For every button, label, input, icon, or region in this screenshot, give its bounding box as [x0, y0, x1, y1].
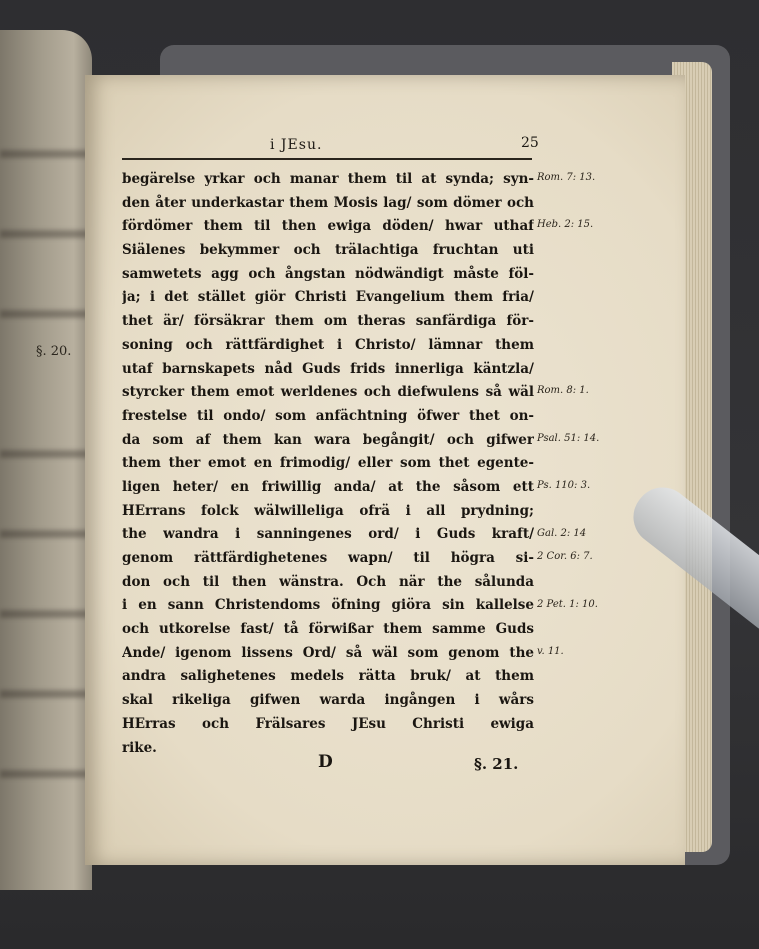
- text-line: den åter underkastar them Mosis lag/ som dömer och: [122, 194, 534, 211]
- text-line: them ther emot en frimodig/ eller som thet egente-: [122, 455, 534, 472]
- text-line: da som af them kan wara begångit/ och gifwer: [122, 431, 534, 448]
- text-line: genom rättfärdighetenes wapn/ til högra si-: [122, 550, 534, 566]
- text-line: begärelse yrkar och manar them til at synda; syn-: [122, 171, 534, 187]
- text-line: thet är/ försäkrar them om theras sanfärdiga för-: [122, 313, 534, 330]
- text-line: andra salighetenes medels rätta bruk/ at them: [122, 668, 534, 685]
- text-line: Siälenes bekymmer och trälachtiga fruchtan uti: [122, 242, 534, 259]
- margin-reference: Rom. 8: 1.: [537, 385, 589, 397]
- text-smear: [0, 310, 92, 318]
- body-text: [122, 168, 534, 760]
- text-smear: [0, 450, 92, 458]
- text-smear: [0, 150, 92, 158]
- text-line: Ande/ igenom lissens Ord/ så wäl som genom the: [122, 644, 534, 661]
- text-line: fördömer them til then ewiga döden/ hwar uthaf: [122, 218, 534, 235]
- text-line: frestelse til ondo/ som anfächtning öfwer thet on-: [122, 407, 534, 424]
- text-line: i en sann Christendoms öfning giöra sin kallelse: [122, 597, 534, 614]
- margin-reference: Ps. 110: 3.: [537, 480, 591, 492]
- catchword: D: [318, 752, 333, 772]
- page-number: 25: [521, 135, 539, 151]
- text-line: samwetets agg och ångstan nödwändigt måste föl-: [122, 265, 534, 282]
- margin-reference: v. 11.: [537, 646, 564, 657]
- running-head: i JEsu.: [270, 137, 323, 153]
- left-page-section-sign: §. 20.: [36, 344, 72, 359]
- text-line: HErras och Frälsares JEsu Christi ewiga: [122, 715, 534, 732]
- facing-left-page: [0, 30, 92, 890]
- text-smear: [0, 690, 92, 698]
- text-line: ja; i det stället giör Christi Evangelium them fria/: [122, 289, 534, 306]
- text-line: don och til then wänstra. Och när the sålunda: [122, 573, 534, 590]
- text-smear: [0, 610, 92, 618]
- margin-reference: Psal. 51: 14.: [537, 432, 600, 444]
- header-rule: [122, 158, 532, 160]
- text-line: styrcker them emot werldenes och diefwulens så wäl: [122, 384, 534, 401]
- text-line: ligen heter/ en friwillig anda/ at the såsom ett: [122, 478, 534, 495]
- text-line: soning och rättfärdighet i Christo/ lämnar them: [122, 336, 534, 353]
- margin-reference: Heb. 2: 15.: [537, 219, 594, 231]
- text-line: the wandra i sanningenes ord/ i Guds kraft/: [122, 526, 534, 543]
- margin-reference: 2 Pet. 1: 10.: [537, 598, 598, 610]
- next-section-marker: §. 21.: [474, 755, 519, 773]
- text-smear: [0, 530, 92, 538]
- text-line: HErrans folck wälwilleliga ofrä i all prydning;: [122, 502, 534, 519]
- margin-reference: 2 Cor. 6: 7.: [537, 551, 593, 563]
- text-line: rike.: [122, 739, 157, 756]
- text-line: utaf barnskapets nåd Guds frids innerliga käntzla/: [122, 360, 534, 377]
- text-smear: [0, 770, 92, 778]
- text-line: och utkorelse fast/ tå förwißar them samme Guds: [122, 621, 534, 638]
- text-smear: [0, 230, 92, 238]
- text-line: skal rikeliga gifwen warda ingången i wårs: [122, 692, 534, 709]
- margin-reference: Rom. 7: 13.: [537, 172, 596, 183]
- margin-reference: Gal. 2: 14: [537, 527, 587, 539]
